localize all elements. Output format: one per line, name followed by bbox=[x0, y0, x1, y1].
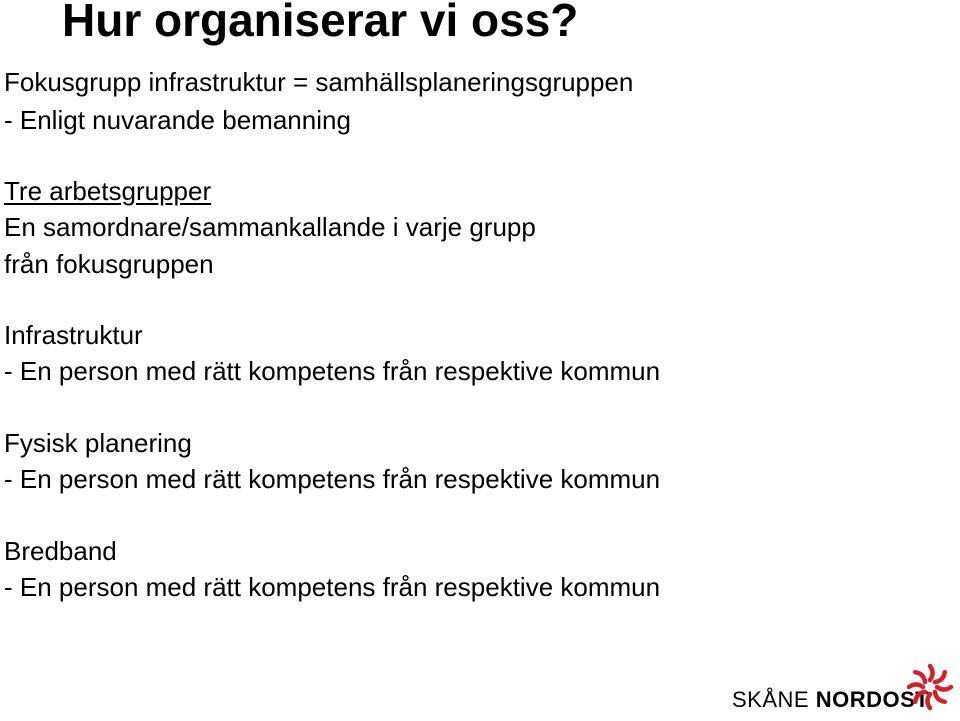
coordinator-line: En samordnare/sammankallande i varje grupp bbox=[4, 212, 536, 242]
logo-wordmark bbox=[732, 687, 929, 713]
physical-planning-member-line: - En person med rätt kompetens från respektive kommun bbox=[4, 464, 661, 494]
broadband-member-line: - En person med rätt kompetens från respektive kommun bbox=[4, 572, 661, 602]
flower-petal bbox=[915, 672, 925, 682]
staffing-line: - Enligt nuvarande bemanning bbox=[4, 105, 351, 135]
focus-group-line: Fokusgrupp infrastruktur = samhällsplaneringsgruppen bbox=[4, 67, 634, 97]
infrastructure-member-line: - En person med rätt kompetens från respektive kommun bbox=[4, 356, 661, 386]
flower-petal bbox=[935, 692, 945, 702]
infrastructure-heading: Infrastruktur bbox=[4, 320, 143, 350]
logo-text-skane: SKÅNE bbox=[732, 687, 810, 712]
working-groups-heading: Tre arbetsgrupper bbox=[4, 176, 212, 206]
physical-planning-heading: Fysisk planering bbox=[4, 428, 192, 458]
broadband-heading: Bredband bbox=[4, 536, 117, 566]
slide-title: Hur organiserar vi oss? bbox=[62, 0, 579, 46]
coordinator-source-line: från fokusgruppen bbox=[4, 249, 214, 279]
flower-petal bbox=[935, 672, 945, 682]
flower-petal bbox=[937, 687, 951, 690]
skane-nordost-logo bbox=[732, 661, 956, 717]
flower-petal bbox=[915, 692, 925, 702]
flower-logo-icon bbox=[904, 661, 956, 717]
flower-petal bbox=[909, 684, 923, 687]
flower-petal bbox=[927, 694, 930, 708]
flower-petal bbox=[930, 666, 933, 680]
logo-text-nordost: NORDOST bbox=[815, 687, 930, 712]
